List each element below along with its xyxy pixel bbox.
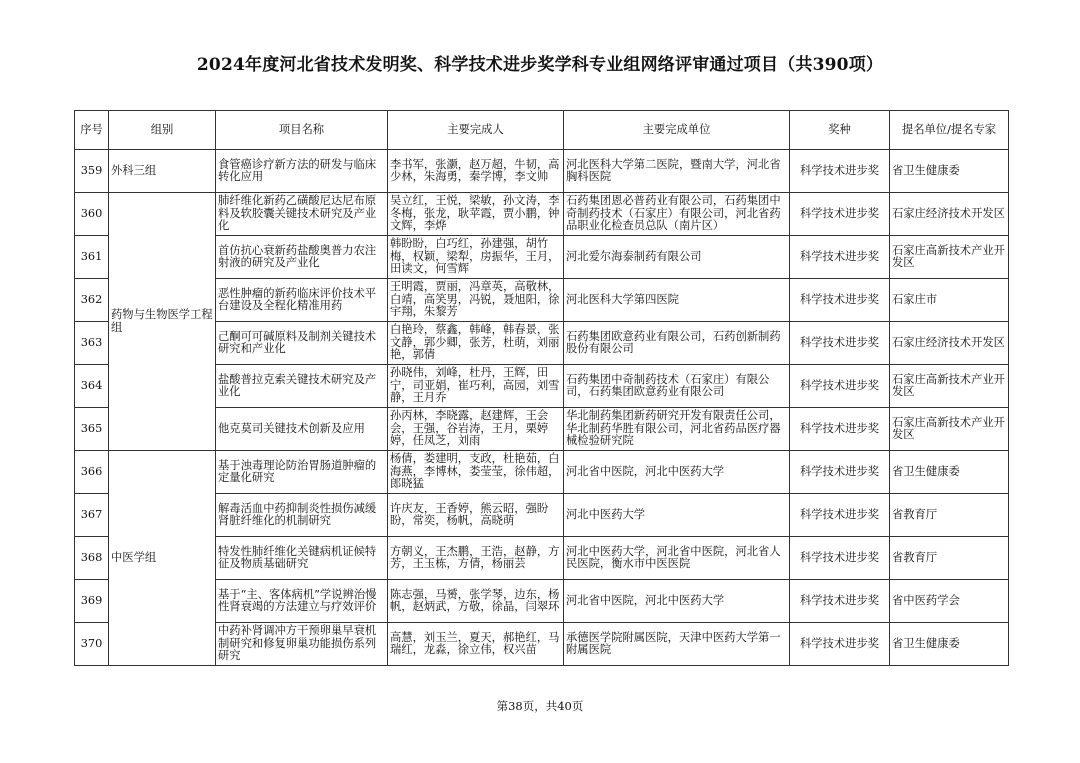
nominator: 石家庄经济技术开发区: [890, 322, 1009, 365]
main-units: 河北爱尔海泰制药有限公司: [564, 236, 790, 279]
project-name: 盐酸普拉克索关键技术研究及产业化: [216, 365, 388, 408]
page-title: 2024年度河北省技术发明奖、科学技术进步奖学科专业组网络评审通过项目（共390项）: [196, 55, 884, 75]
nominator: 省卫生健康委: [890, 150, 1009, 193]
award-type: 科学技术进步奖: [790, 580, 890, 623]
header-nominator: 提名单位/提名专家: [890, 111, 1009, 150]
project-name: 解毒活血中药抑制炎性损伤减缓肾脏纤维化的机制研究: [216, 494, 388, 537]
header-award: 奖种: [790, 111, 890, 150]
main-people: 高慧，刘玉兰，夏天，郝艳红，马瑞红，龙淼，徐立伟，权兴苗: [388, 623, 564, 666]
main-units: 河北省中医院，河北中医药大学: [564, 580, 790, 623]
row-number: 362: [75, 279, 109, 322]
row-number: 367: [75, 494, 109, 537]
award-type: 科学技术进步奖: [790, 408, 890, 451]
row-number: 365: [75, 408, 109, 451]
table-row: [75, 451, 1009, 494]
main-people: 许庆友，王香婷，熊云昭，强盼盼，常奕，杨帆，高晓萌: [388, 494, 564, 537]
header-no: 序号: [75, 111, 109, 150]
row-number: 361: [75, 236, 109, 279]
main-people: 陈志强，马赟，张学琴，边东，杨帆，赵炳武，方敬，徐晶，闫翠环: [388, 580, 564, 623]
header-people: 主要完成人: [388, 111, 564, 150]
main-units: 石药集团恩必普药业有限公司，石药集团中奇制药技术（石家庄）有限公司，河北省药品职业化检查员总队（南片区）: [564, 193, 790, 236]
table-row: [75, 494, 1009, 537]
main-people: 方朝义，王杰鹏，王浩，赵静，方芳，王玉栋，方倩，杨丽芸: [388, 537, 564, 580]
project-name: 食管癌诊疗新方法的研发与临床转化应用: [216, 150, 388, 193]
group-cell-pharma: 药物与生物医学工程组: [109, 193, 216, 451]
main-people: 韩盼盼，白巧红，孙建强，胡竹梅，权颖，梁犁，房振华，王月，田读文，何雪辉: [388, 236, 564, 279]
nominator: 石家庄高新技术产业开发区: [890, 365, 1009, 408]
award-type: 科学技术进步奖: [790, 365, 890, 408]
table-row: [75, 408, 1009, 451]
nominator: 省教育厅: [890, 494, 1009, 537]
project-name: 基于浊毒理论防治胃肠道肿瘤的定量化研究: [216, 451, 388, 494]
header-units: 主要完成单位: [564, 111, 790, 150]
row-number: 366: [75, 451, 109, 494]
award-type: 科学技术进步奖: [790, 451, 890, 494]
main-people: 李书军，张灏，赵万超，牛韧，高少林，朱海勇，秦学博，李文帅: [388, 150, 564, 193]
header-group: 组别: [109, 111, 216, 150]
main-units: 石药集团欧意药业有限公司，石药创新制药股份有限公司: [564, 322, 790, 365]
main-people: 孙丙林，李晓露，赵建辉，王会会，王强，谷岩涛，王月，栗婷婷，任凤芝，刘雨: [388, 408, 564, 451]
row-number: 359: [75, 150, 109, 193]
nominator: 石家庄市: [890, 279, 1009, 322]
row-number: 364: [75, 365, 109, 408]
main-units: 河北中医药大学，河北省中医院，河北省人民医院，衡水市中医医院: [564, 537, 790, 580]
main-people: 王明霞，贾丽，冯章英，高敬林，白靖，高笑男，冯锐，聂旭阳，徐宇翔，朱黎芳: [388, 279, 564, 322]
project-name: 特发性肺纤维化关键病机证候特征及物质基础研究: [216, 537, 388, 580]
nominator: 省中医药学会: [890, 580, 1009, 623]
main-units: 河北省中医院，河北中医药大学: [564, 451, 790, 494]
table-row: [75, 150, 1009, 193]
row-number: 360: [75, 193, 109, 236]
table-row: [75, 365, 1009, 408]
award-type: 科学技术进步奖: [790, 322, 890, 365]
nominator: 石家庄经济技术开发区: [890, 193, 1009, 236]
main-units: 河北医科大学第四医院: [564, 279, 790, 322]
award-type: 科学技术进步奖: [790, 623, 890, 666]
table-row: [75, 193, 1009, 236]
nominator: 省卫生健康委: [890, 623, 1009, 666]
table-row: [75, 236, 1009, 279]
table-row: [75, 623, 1009, 666]
projects-table: [74, 110, 1009, 666]
project-name: 基于“主、客体病机”学说辨治慢性肾衰竭的方法建立与疗效评价: [216, 580, 388, 623]
table-header-row: [75, 111, 1009, 150]
table-row: [75, 279, 1009, 322]
nominator: 省教育厅: [890, 537, 1009, 580]
row-number: 370: [75, 623, 109, 666]
group-cell-tcm: 中医学组: [109, 451, 216, 666]
project-name: 肺纤维化新药乙磺酸尼达尼布原料及软胶囊关键技术研究及产业化: [216, 193, 388, 236]
project-name: 己酮可可碱原料及制剂关键技术研究和产业化: [216, 322, 388, 365]
main-units: 河北医科大学第二医院，暨南大学，河北省胸科医院: [564, 150, 790, 193]
row-number: 363: [75, 322, 109, 365]
row-number: 369: [75, 580, 109, 623]
main-people: 孙晓伟，刘峰，杜丹，王辉，田宁，司亚娟，崔巧利，高园，刘雪静，王月乔: [388, 365, 564, 408]
table-row: [75, 322, 1009, 365]
award-type: 科学技术进步奖: [790, 193, 890, 236]
nominator: 石家庄高新技术产业开发区: [890, 408, 1009, 451]
award-type: 科学技术进步奖: [790, 279, 890, 322]
main-units: 河北中医药大学: [564, 494, 790, 537]
main-people: 杨倩，娄建明，支政，杜艳茹，白海燕，李博林，娄莹莹，徐伟超，郎晓猛: [388, 451, 564, 494]
award-type: 科学技术进步奖: [790, 537, 890, 580]
page-footer: 第38页，共40页: [496, 699, 584, 713]
main-units: 石药集团中奇制药技术（石家庄）有限公司，石药集团欧意药业有限公司: [564, 365, 790, 408]
header-project: 项目名称: [216, 111, 388, 150]
project-name: 恶性肿瘤的新药临床评价技术平台建设及全程化精准用药: [216, 279, 388, 322]
main-people: 吴立红，王悦，梁敏，孙文涛，李冬梅，张龙，耿苹霞，贾小鹏，钟文辉，李烨: [388, 193, 564, 236]
table-row: [75, 537, 1009, 580]
project-name: 中药补肾调冲方干预卵巢早衰机制研究和修复卵巢功能损伤系列研究: [216, 623, 388, 666]
main-units: 华北制药集团新药研究开发有限责任公司，华北制药华胜有限公司，河北省药品医疗器械检验研究院: [564, 408, 790, 451]
award-type: 科学技术进步奖: [790, 150, 890, 193]
table-row: [75, 580, 1009, 623]
group-cell-surgery: 外科三组: [109, 150, 216, 193]
nominator: 石家庄高新技术产业开发区: [890, 236, 1009, 279]
main-units: 承德医学院附属医院，天津中医药大学第一附属医院: [564, 623, 790, 666]
project-name: 他克莫司关键技术创新及应用: [216, 408, 388, 451]
main-people: 白艳玲，蔡鑫，韩峰，韩春景，张文静，郭少卿，张芳，杜萌，刘丽艳，郭倩: [388, 322, 564, 365]
project-name: 首仿抗心衰新药盐酸奥普力农注射液的研究及产业化: [216, 236, 388, 279]
nominator: 省卫生健康委: [890, 451, 1009, 494]
award-type: 科学技术进步奖: [790, 236, 890, 279]
award-type: 科学技术进步奖: [790, 494, 890, 537]
row-number: 368: [75, 537, 109, 580]
